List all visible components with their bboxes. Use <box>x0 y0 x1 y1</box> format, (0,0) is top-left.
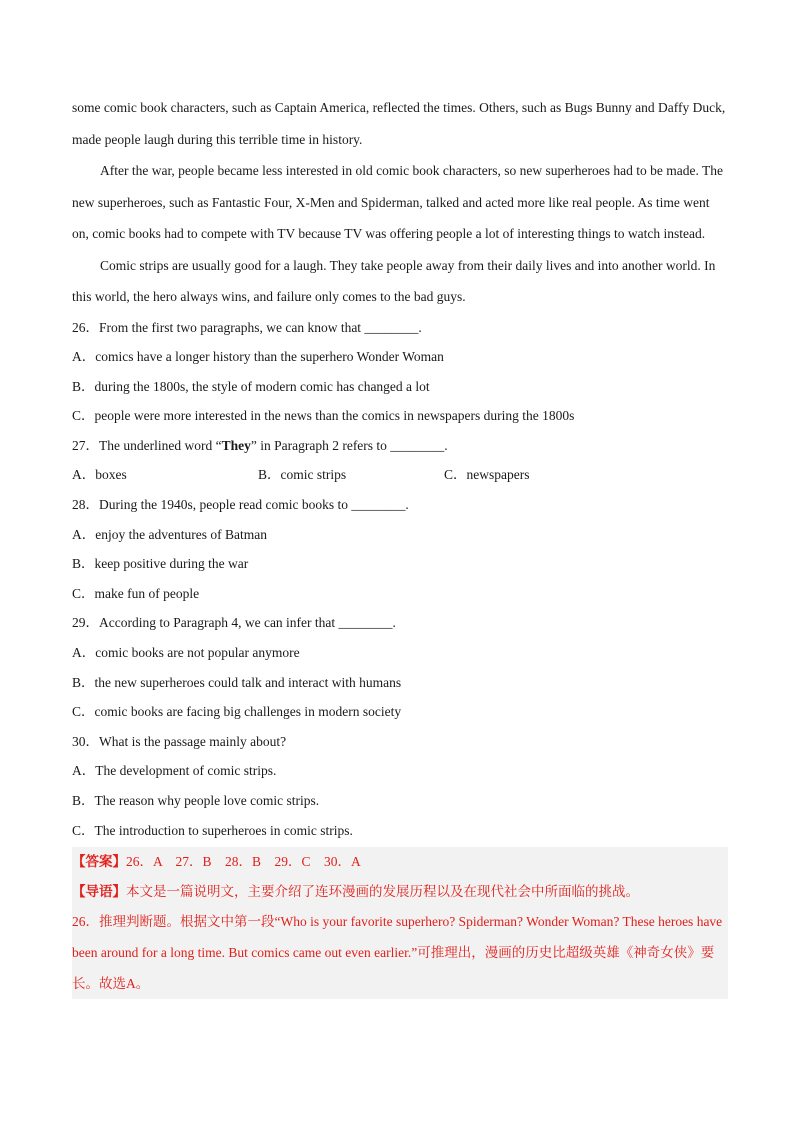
question-26 <box>72 313 728 431</box>
option-b: B．comic strips <box>258 467 347 483</box>
answer-tag: 【答案】 <box>72 854 126 870</box>
stem-suffix: ” in Paragraph 2 refers to ________. <box>250 437 448 453</box>
question-29 <box>72 608 728 726</box>
passage-paragraph-5: Comic strips are usually good for a laugh. They take people away from their daily lives and into another world. In this world, the hero always wins, and failure only comes to the bad guys. <box>72 257 716 304</box>
options-row <box>72 460 728 490</box>
explanation-26: 26．推理判断题。根据文中第一段“Who is your favorite superhero? Spiderman? Wonder Woman? These heroes have been around for a long time. But comics came out even earlier.”可推理出，漫画的历史比超级英雄《神奇女侠》要长。故选A。 <box>72 914 723 992</box>
guide-text: 本文是一篇说明文，主要介绍了连环漫画的发展历程以及在现代社会中所面临的挑战。 <box>126 883 639 899</box>
option-c: C．comic books are facing big challenges in modern society <box>72 704 402 720</box>
guide-tag: 【导语】 <box>72 883 126 899</box>
question-stem <box>72 431 728 461</box>
document-page <box>72 92 728 999</box>
question-stem: 29．According to Paragraph 4, we can infer that ________. <box>72 615 396 631</box>
option-a: A．enjoy the adventures of Batman <box>72 526 267 542</box>
option-c: C．make fun of people <box>72 585 200 601</box>
option-a: A．comics have a longer history than the superhero Wonder Woman <box>72 349 444 365</box>
question-stem: 30．What is the passage mainly about? <box>72 733 287 749</box>
question-27 <box>72 431 728 490</box>
guide-line <box>72 877 728 907</box>
question-30 <box>72 727 728 845</box>
answer-section <box>72 847 728 999</box>
option-b: B．the new superheroes could talk and interact with humans <box>72 674 402 690</box>
option-b: B．during the 1800s, the style of modern comic has changed a lot <box>72 378 430 394</box>
option-b: B．keep positive during the war <box>72 556 249 572</box>
answer-text: 26．A 27．B 28．B 29．C 30．A <box>126 854 361 870</box>
question-28 <box>72 490 728 608</box>
passage-paragraph-4: After the war, people became less interested in old comic book characters, so new superheroes had to be made. The new superheroes, such as Fantastic Four, X-Men and Spiderman, talked and acted more like real people. As time went on, comic books had to compete with TV because TV was offering people a lot of interesting things to watch instead. <box>72 163 723 241</box>
passage-paragraph-3-end: some comic book characters, such as Captain America, reflected the times. Others, such as Bugs Bunny and Daffy Duck, made people laugh during this terrible time in history. <box>72 100 726 147</box>
option-a: A．comic books are not popular anymore <box>72 645 300 661</box>
option-c: C．newspapers <box>444 467 530 483</box>
option-c: C．people were more interested in the news than the comics in newspapers during the 1800s <box>72 408 575 424</box>
question-stem: 28．During the 1940s, people read comic books to ________. <box>72 497 409 513</box>
answer-line <box>72 847 728 877</box>
stem-prefix: 27．The underlined word “ <box>72 437 222 453</box>
option-c: C．The introduction to superheroes in comic strips. <box>72 822 353 838</box>
stem-keyword: They <box>221 437 251 453</box>
question-stem: 26．From the first two paragraphs, we can know that ________. <box>72 319 422 335</box>
option-b: B．The reason why people love comic strips. <box>72 793 320 808</box>
option-a: A．The development of comic strips. <box>72 763 277 779</box>
option-a: A．boxes <box>72 467 127 483</box>
